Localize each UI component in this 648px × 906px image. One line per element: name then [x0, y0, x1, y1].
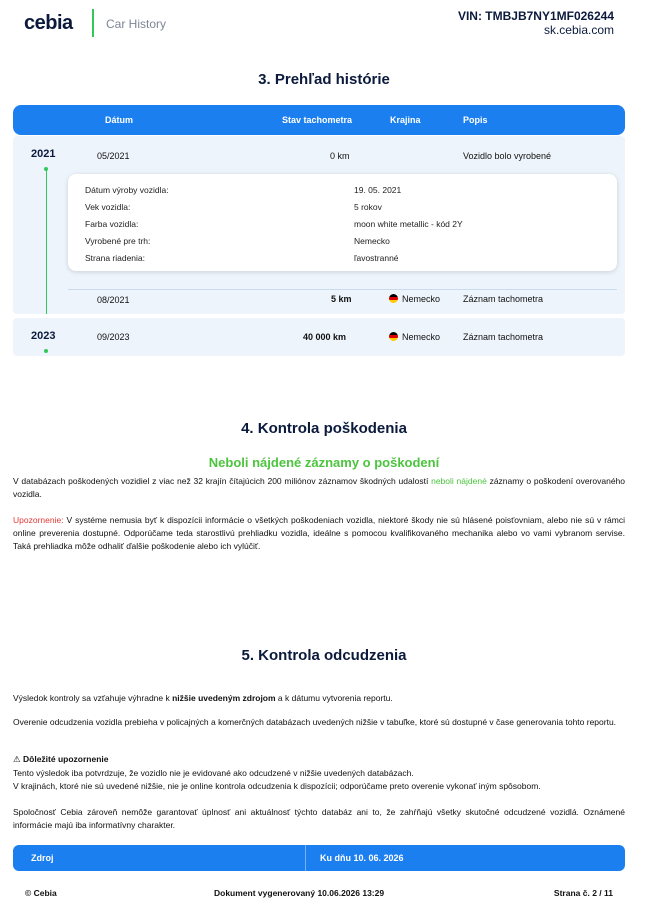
germany-flag-icon	[389, 294, 398, 303]
detail-value: moon white metallic - kód 2Y	[354, 219, 463, 229]
history-title: 3. Prehľad histórie	[258, 71, 390, 88]
col-separator	[305, 845, 306, 871]
germany-flag-icon	[389, 332, 398, 341]
important-title: Dôležité upozornenie	[23, 754, 109, 764]
timeline-dot	[44, 349, 48, 353]
product-name: Car History	[106, 17, 167, 31]
damage-title: 4. Kontrola poškodenia	[241, 420, 407, 437]
footer-page-number: Strana č. 2 / 11	[553, 888, 613, 898]
year-label: 2021	[31, 148, 56, 160]
footer-generated: Dokument vygenerovaný 10.06.2026 13:29	[214, 888, 385, 898]
damage-highlight: neboli nájdené	[431, 476, 487, 486]
detail-value: ľavostranné	[354, 253, 399, 263]
history-table-header	[13, 105, 625, 135]
page-header	[0, 0, 648, 50]
damage-warning	[13, 514, 625, 553]
table-row-description: Záznam tachometra	[463, 332, 544, 342]
damage-text: záznamy o poškodení overovaného vozidla.	[13, 476, 625, 499]
vin-number: VIN: TMBJB7NY1MF026244	[457, 9, 614, 23]
table-row-country	[389, 332, 440, 342]
footer-copyright: © Cebia	[25, 888, 57, 898]
col-date: Dátum	[105, 115, 134, 125]
theft-paragraph: Spoločnosť Cebia zároveň nemôže garantovať úplnosť ani aktuálnosť týchto databáz ani to, že zahŕňajú všetky skutočné odcudzené vozidlá. Oznámené informácie majú iba informatívny charakter.	[13, 807, 625, 830]
site-link[interactable]: sk.cebia.com	[543, 23, 614, 37]
detail-label: Vyrobené pre trh:	[85, 236, 151, 246]
theft-bold: nižšie uvedeným zdrojom	[172, 693, 276, 703]
table-row-odometer: 0 km	[330, 151, 350, 161]
important-line: Tento výsledok iba potvrdzuje, že vozidlo nie je evidované ako odcudzené v nižšie uvedených databázach.	[13, 768, 414, 778]
vehicle-detail-card	[68, 174, 617, 271]
table-row-date: 05/2021	[97, 151, 130, 161]
warning-icon: ⚠	[13, 754, 21, 764]
damage-result: Neboli nájdené záznamy o poškodení	[208, 455, 440, 470]
table-row-odometer: 5 km	[331, 294, 352, 304]
country-name: Nemecko	[402, 294, 441, 304]
col-source: Zdroj	[31, 853, 54, 863]
col-date: Ku dňu 10. 06. 2026	[320, 853, 404, 863]
col-odometer: Stav tachometra	[282, 115, 353, 125]
table-row-date: 09/2023	[97, 332, 130, 342]
table-row-description: Záznam tachometra	[463, 294, 544, 304]
important-line: V krajinách, ktoré nie sú uvedené nižšie, nie je online kontrola odcudzenia k dispozícii; odporúčame preto overenie vykonať iným spôsobom.	[13, 781, 541, 791]
detail-value: Nemecko	[354, 236, 390, 246]
year-label: 2023	[31, 330, 56, 342]
detail-value: 19. 05. 2021	[354, 185, 402, 195]
col-country: Krajina	[390, 115, 421, 125]
theft-text: Výsledok kontroly sa vzťahuje výhradne k	[13, 693, 173, 703]
theft-paragraph: Overenie odcudzenia vozidla prebieha v policajných a komerčných databázach uvedených nižšie v tabuľke, ktoré sú dostupné v čase generovania tohto reportu.	[13, 717, 617, 727]
theft-table-header	[13, 845, 625, 871]
table-row-odometer: 40 000 km	[303, 332, 347, 342]
warning-text: V systéme nemusia byť k dispozícii informácie o všetkých poškodeniach vozidla, niektoré škody nie sú hlásené poisťovniam, alebo nie sú v rámci online preverenia dostupné. Odporúčame teda starostlivú prehliadku vozidla, ideálne s pomocou kvalifikovaného mechanika alebo vo vami vybranom servise. Taká prehliadka môže odhaliť ďalšie poškodenie alebo ich vylúčiť.	[13, 515, 625, 551]
table-row-date: 08/2021	[97, 295, 130, 305]
detail-label: Dátum výroby vozidla:	[85, 185, 169, 195]
important-notice	[13, 753, 625, 766]
logo-divider	[92, 9, 94, 37]
theft-title: 5. Kontrola odcudzenia	[241, 647, 407, 664]
theft-text: a k dátumu vytvorenia reportu.	[275, 693, 393, 703]
timeline-line	[46, 170, 47, 314]
country-name: Nemecko	[402, 332, 441, 342]
cebia-logo: cebia	[24, 12, 73, 34]
col-description: Popis	[463, 115, 488, 125]
damage-paragraph	[13, 475, 625, 501]
table-row-description: Vozidlo bolo vyrobené	[463, 151, 552, 161]
table-row-country	[389, 294, 440, 304]
row-divider	[68, 289, 617, 290]
detail-label: Farba vozidla:	[85, 219, 139, 229]
theft-paragraph	[13, 692, 625, 705]
detail-label: Strana riadenia:	[85, 253, 146, 263]
damage-text: V databázach poškodených vozidiel z viac než 32 krajín čítajúcich 200 miliónov záznamov škodných udalostí	[13, 476, 432, 486]
detail-label: Vek vozidla:	[85, 202, 131, 212]
warning-label: Upozornenie:	[13, 515, 64, 525]
detail-value: 5 rokov	[354, 202, 382, 212]
